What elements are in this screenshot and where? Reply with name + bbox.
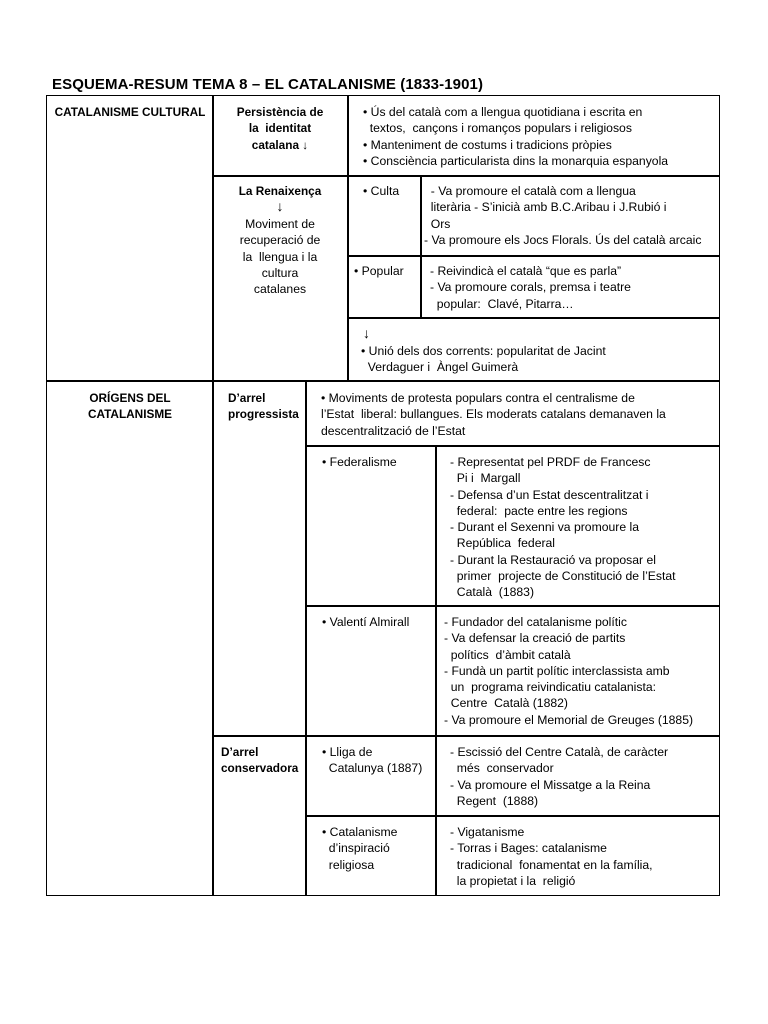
popular-label: • Popular (354, 264, 404, 278)
culta-label: • Culta (363, 184, 400, 198)
culta-text: - Va promoure el català com a llengua literària - S’inicià amb B.C.Aribau i J.Rubió i Ors - Va promoure els Jocs Florals. Ús del català arcaic (424, 184, 702, 247)
row-divider-culta (347, 255, 720, 257)
conservadora-label: D’arrel conservadora (221, 745, 299, 776)
col-divider-culta (420, 176, 422, 256)
federalisme-label: • Federalisme (322, 455, 397, 469)
progressista-label: D’arrel progressista (228, 391, 299, 422)
section-divider (46, 380, 720, 382)
row-divider-popular (347, 317, 720, 319)
persistencia-label: Persistència de la identitat catalana ↓ (236, 105, 324, 152)
progressista-intro: • Moviments de protesta populars contra el centralisme de l’Estat liberal: bullangues. Els moderats catalans demanaven la descentralització de l’Estat (321, 391, 666, 438)
union-text: • Unió dels dos corrents: popularitat de Jacint Verdaguer i Àngel Guimerà (361, 344, 606, 375)
lliga-text: - Escissió del Centre Català, de caràcter més conservador - Va promoure el Missatge a la Reina Regent (1888) (450, 745, 669, 808)
row-divider-persistencia (212, 175, 720, 177)
renaixenca-desc: Moviment de recuperació de la llengua i la cultura catalanes (239, 217, 321, 297)
popular-text: - Reivindicà el català “que es parla” - Va promoure corals, premsa i teatre popular: Clavé, Pitarra… (430, 264, 631, 311)
section-label-origens: ORÍGENS DEL CATALANISME (87, 391, 173, 422)
lliga-label: • Lliga de Catalunya (1887) (322, 745, 423, 776)
persistencia-text: • Ús del català com a llengua quotidiana i escrita en textos, cançons i romanços populars i religiosos • Manteniment de costums i tradicions pròpies • Consciència particularista dins la monarquia espanyola (363, 105, 669, 168)
religiosa-text: - Vigatanisme - Torras i Bages: catalanisme tradicional fonamentat en la família, la propietat i la religió (450, 825, 653, 888)
union-arrow: ↓ (363, 325, 370, 341)
almirall-text: - Fundador del catalanisme polític - Va defensar la creació de partits polítics d’àmbit català - Fundà un partit polític interclassista amb un programa reivindicatiu catalanista: Centre Català (1882) - Va promoure el Memorial de Greuges (1885) (444, 615, 694, 727)
col-divider-2-top (347, 95, 349, 381)
col-divider-2-bottom (305, 381, 307, 896)
row-divider-progressista-intro (305, 445, 720, 447)
almirall-label: • Valentí Almirall (322, 615, 410, 629)
col-divider-3-bottom (435, 446, 437, 896)
col-divider-popular (420, 256, 422, 318)
row-divider-progressista (212, 735, 720, 737)
renaixenca-arrow: ↓ (276, 198, 284, 214)
federalisme-text: - Representat pel PRDF de Francesc Pi i Margall - Defensa d’un Estat descentralitzat i federal: pacte entre les regions - Durant el Sexenni va promoure la República federal - Durant la Restauració va proposar el primer projecte de Constitució de l’Estat Català (1883) (450, 455, 676, 600)
religiosa-label: • Catalanisme d’inspiració religiosa (322, 825, 398, 872)
page-title: ESQUEMA-RESUM TEMA 8 – EL CATALANISME (1833-1901) (52, 76, 484, 93)
renaixenca-label: La Renaixença (238, 184, 322, 198)
row-divider-federalisme (305, 605, 720, 607)
section-label-cultural: CATALANISME CULTURAL (54, 105, 206, 119)
row-divider-lliga (305, 815, 720, 817)
